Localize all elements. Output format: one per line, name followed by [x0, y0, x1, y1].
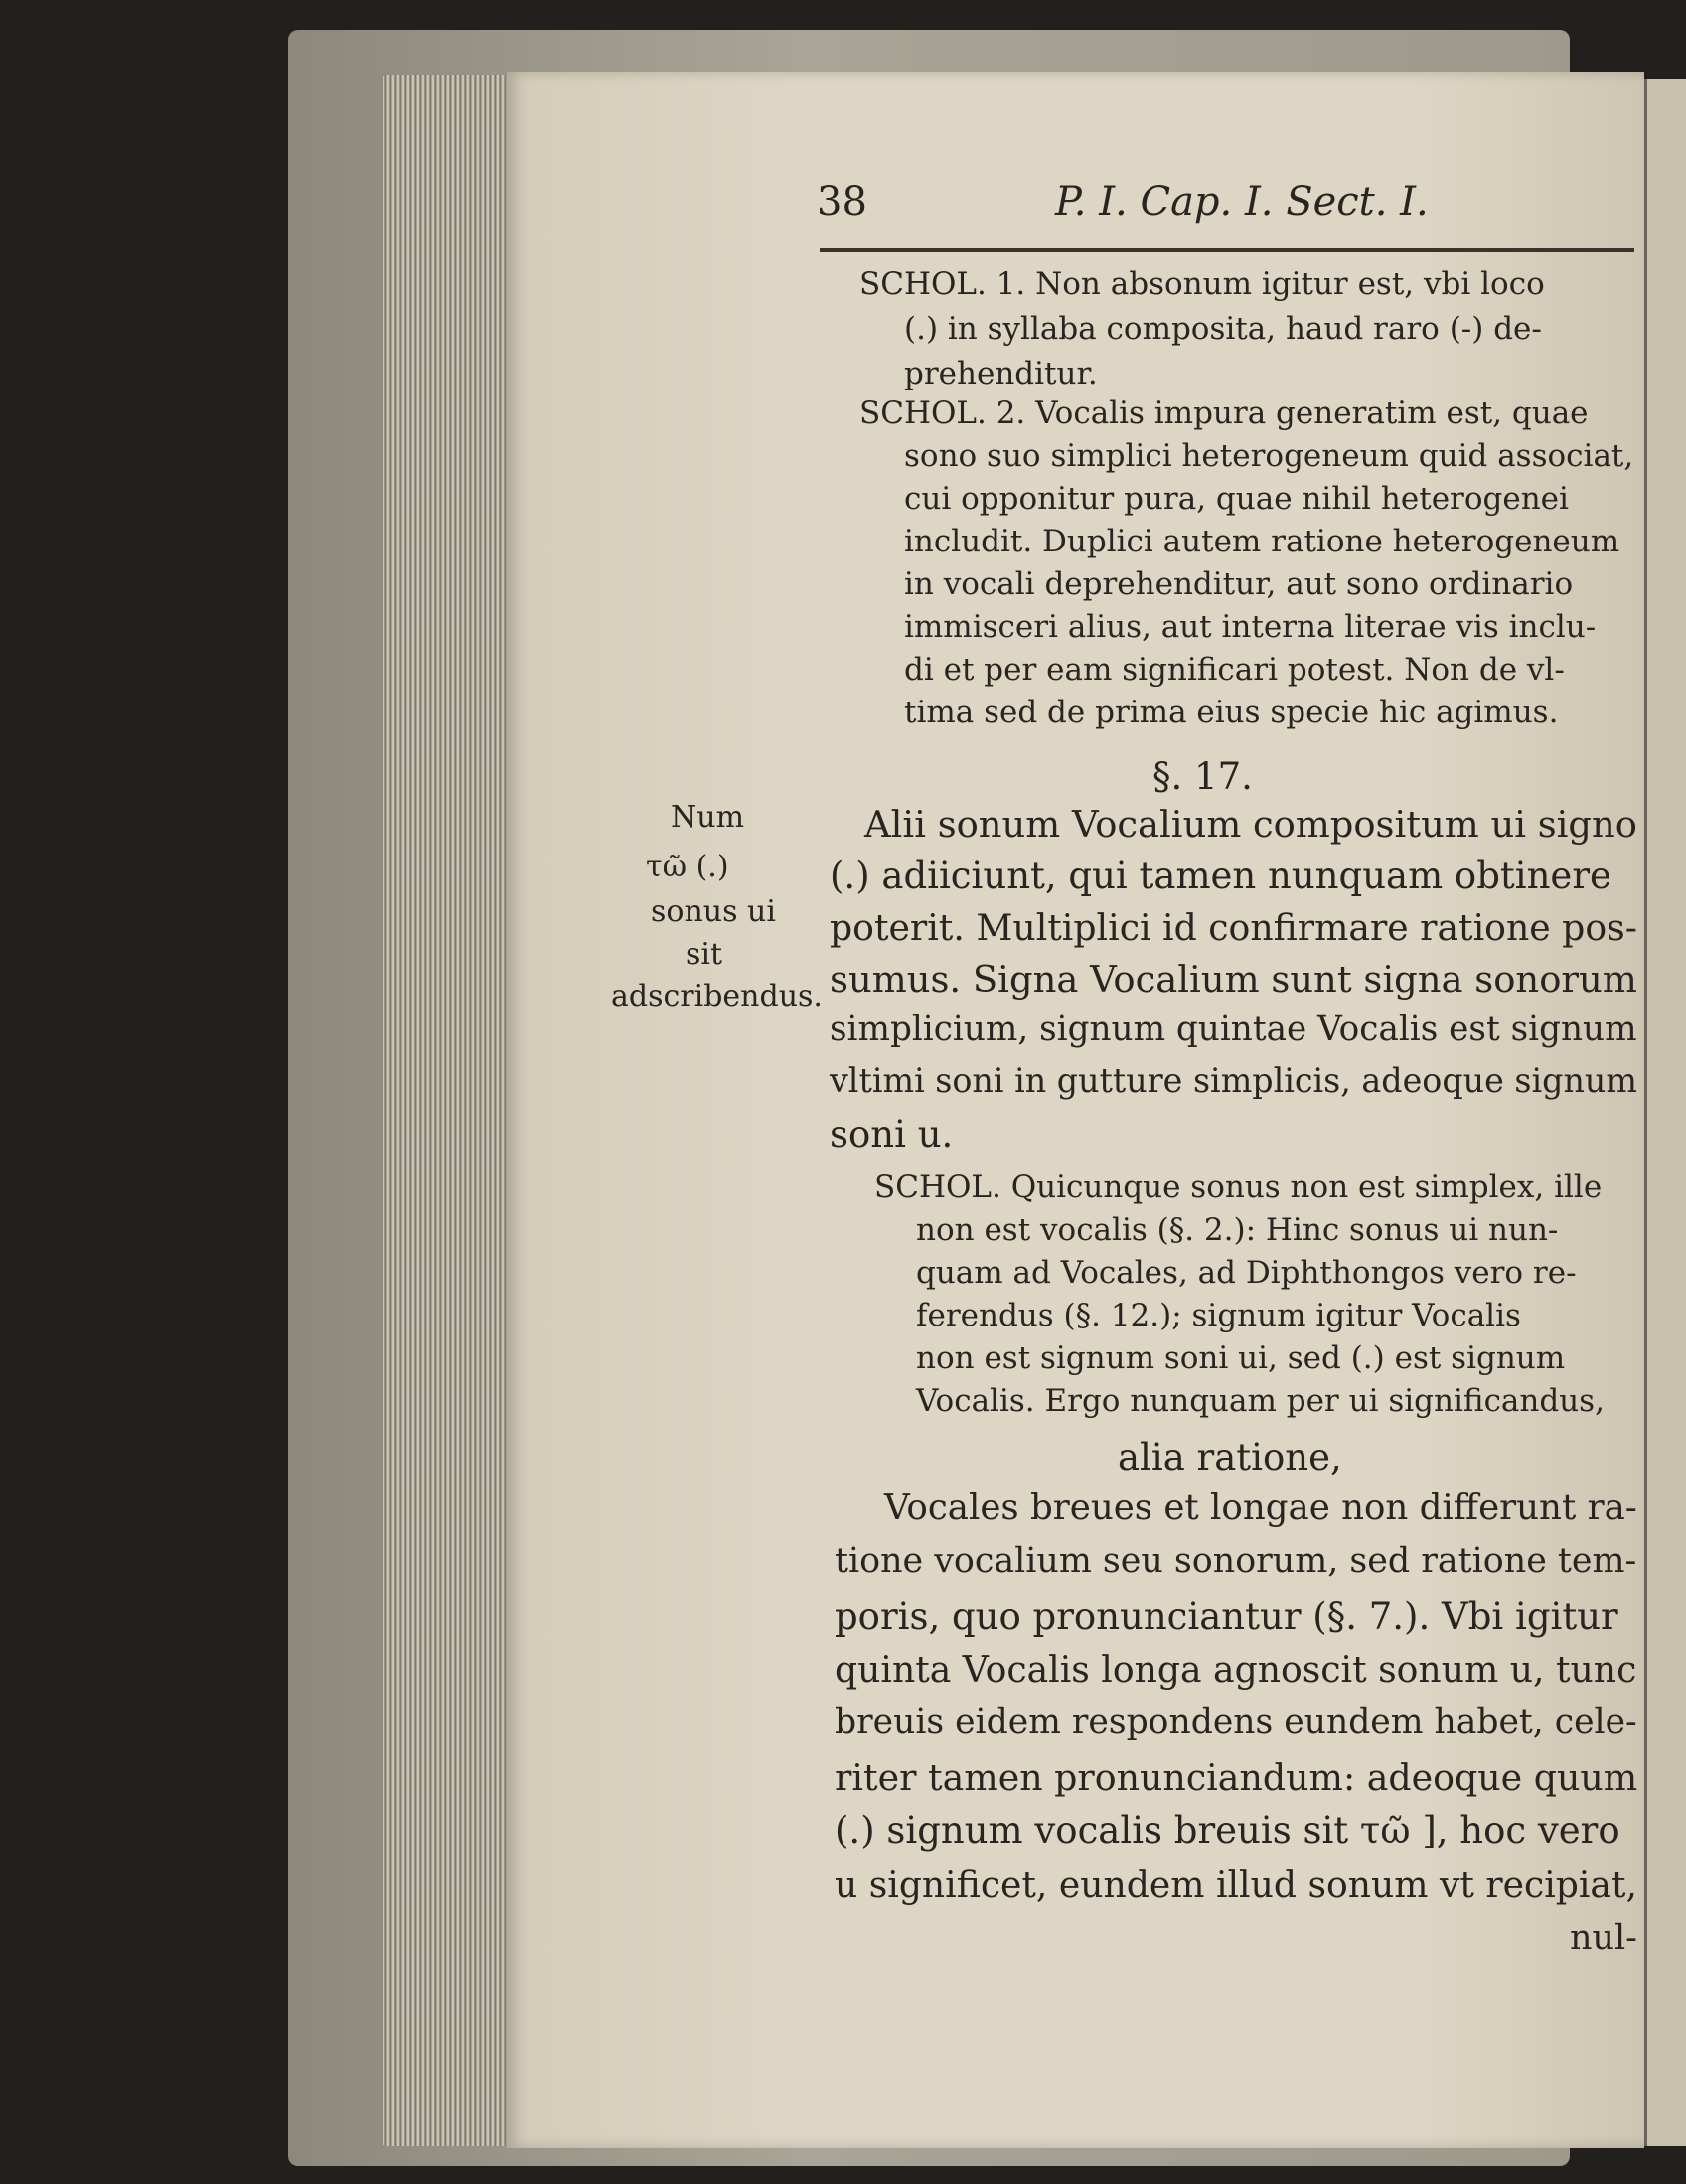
para17-line: simplicium, signum quintae Vocalis est signum [830, 1010, 1637, 1049]
page-edges [383, 75, 507, 2146]
schol3-line: ferendus (§. 12.); signum igitur Vocalis [916, 1298, 1521, 1333]
margin-note-line: τῶ (.) [646, 850, 729, 884]
schol2-line: in vocali deprehenditur, aut sono ordinario [904, 566, 1574, 602]
para-final-line: Vocales breues et longae non differunt ra- [884, 1487, 1637, 1528]
running-title: P. I. Cap. I. Sect. I. [1055, 179, 1429, 225]
schol2-line: cui opponitur pura, quae nihil heterogenei [904, 481, 1569, 517]
header-rule [820, 248, 1634, 252]
para-final-line: breuis eidem respondens eundem habet, cele- [835, 1702, 1637, 1742]
page-number: 38 [817, 179, 867, 225]
para17-line: soni u. [830, 1113, 954, 1156]
margin-note-line: sonus ui [651, 894, 776, 929]
schol1-line: SCHOL. 1. Non absonum igitur est, vbi loco [859, 266, 1545, 302]
para-final-line: poris, quo pronunciantur (§. 7.). Vbi igitur [835, 1595, 1618, 1638]
para17-line: sumus. Signa Vocalium sunt signa sonorum [830, 958, 1637, 1001]
catchword: nul- [1570, 1918, 1637, 1957]
para17-line: poterit. Multiplici id confirmare ratione pos- [830, 906, 1637, 949]
schol2-line: includit. Duplici autem ratione heterogeneum [904, 524, 1620, 559]
para17-line: vltimi soni in gutture simplicis, adeoque signum [830, 1061, 1637, 1100]
para-final-line: (.) signum vocalis breuis sit τῶ ], hoc vero [835, 1809, 1620, 1852]
para-final-line: riter tamen pronunciandum: adeoque quum [835, 1756, 1638, 1798]
schol3-line: non est signum soni ui, sed (.) est signum [916, 1340, 1566, 1376]
margin-note-line: adscribendus. [611, 979, 823, 1014]
para17-line: Alii sonum Vocalium compositum ui signo [864, 803, 1637, 846]
para-final-line: quinta Vocalis longa agnoscit sonum u, tunc [835, 1648, 1637, 1691]
margin-note-line: Num [671, 800, 745, 835]
schol2-line: tima sed de prima eius specie hic agimus. [904, 695, 1559, 730]
margin-note-line: sit [686, 937, 723, 972]
schol3-line: quam ad Vocales, ad Diphthongos vero re- [916, 1255, 1577, 1291]
subheading: alia ratione, [1118, 1436, 1342, 1479]
para17-line: (.) adiiciunt, qui tamen nunquam obtinere [830, 855, 1611, 897]
section-heading: §. 17. [1152, 755, 1253, 798]
para-final-line: tione vocalium seu sonorum, sed ratione tem- [835, 1541, 1637, 1581]
schol3-line: SCHOL. Quicunque sonus non est simplex, ille [874, 1170, 1603, 1205]
schol3-line: non est vocalis (§. 2.): Hinc sonus ui nun- [916, 1212, 1559, 1248]
schol2-line: immisceri alius, aut interna literae vis inclu- [904, 609, 1597, 645]
schol2-line: SCHOL. 2. Vocalis impura generatim est, quae [859, 395, 1589, 431]
schol2-line: sono suo simplici heterogeneum quid associat, [904, 438, 1634, 474]
schol3-line: Vocalis. Ergo nunquam per ui significandus, [916, 1383, 1605, 1419]
para-final-line: u significet, eundem illud sonum vt recipiat, [835, 1863, 1637, 1906]
schol1-line: (.) in syllaba composita, haud raro (-) de- [904, 311, 1542, 347]
schol1-line: prehenditur. [904, 356, 1098, 391]
facing-page-edge [1644, 79, 1686, 2146]
schol2-line: di et per eam significari potest. Non de vl- [904, 652, 1565, 688]
